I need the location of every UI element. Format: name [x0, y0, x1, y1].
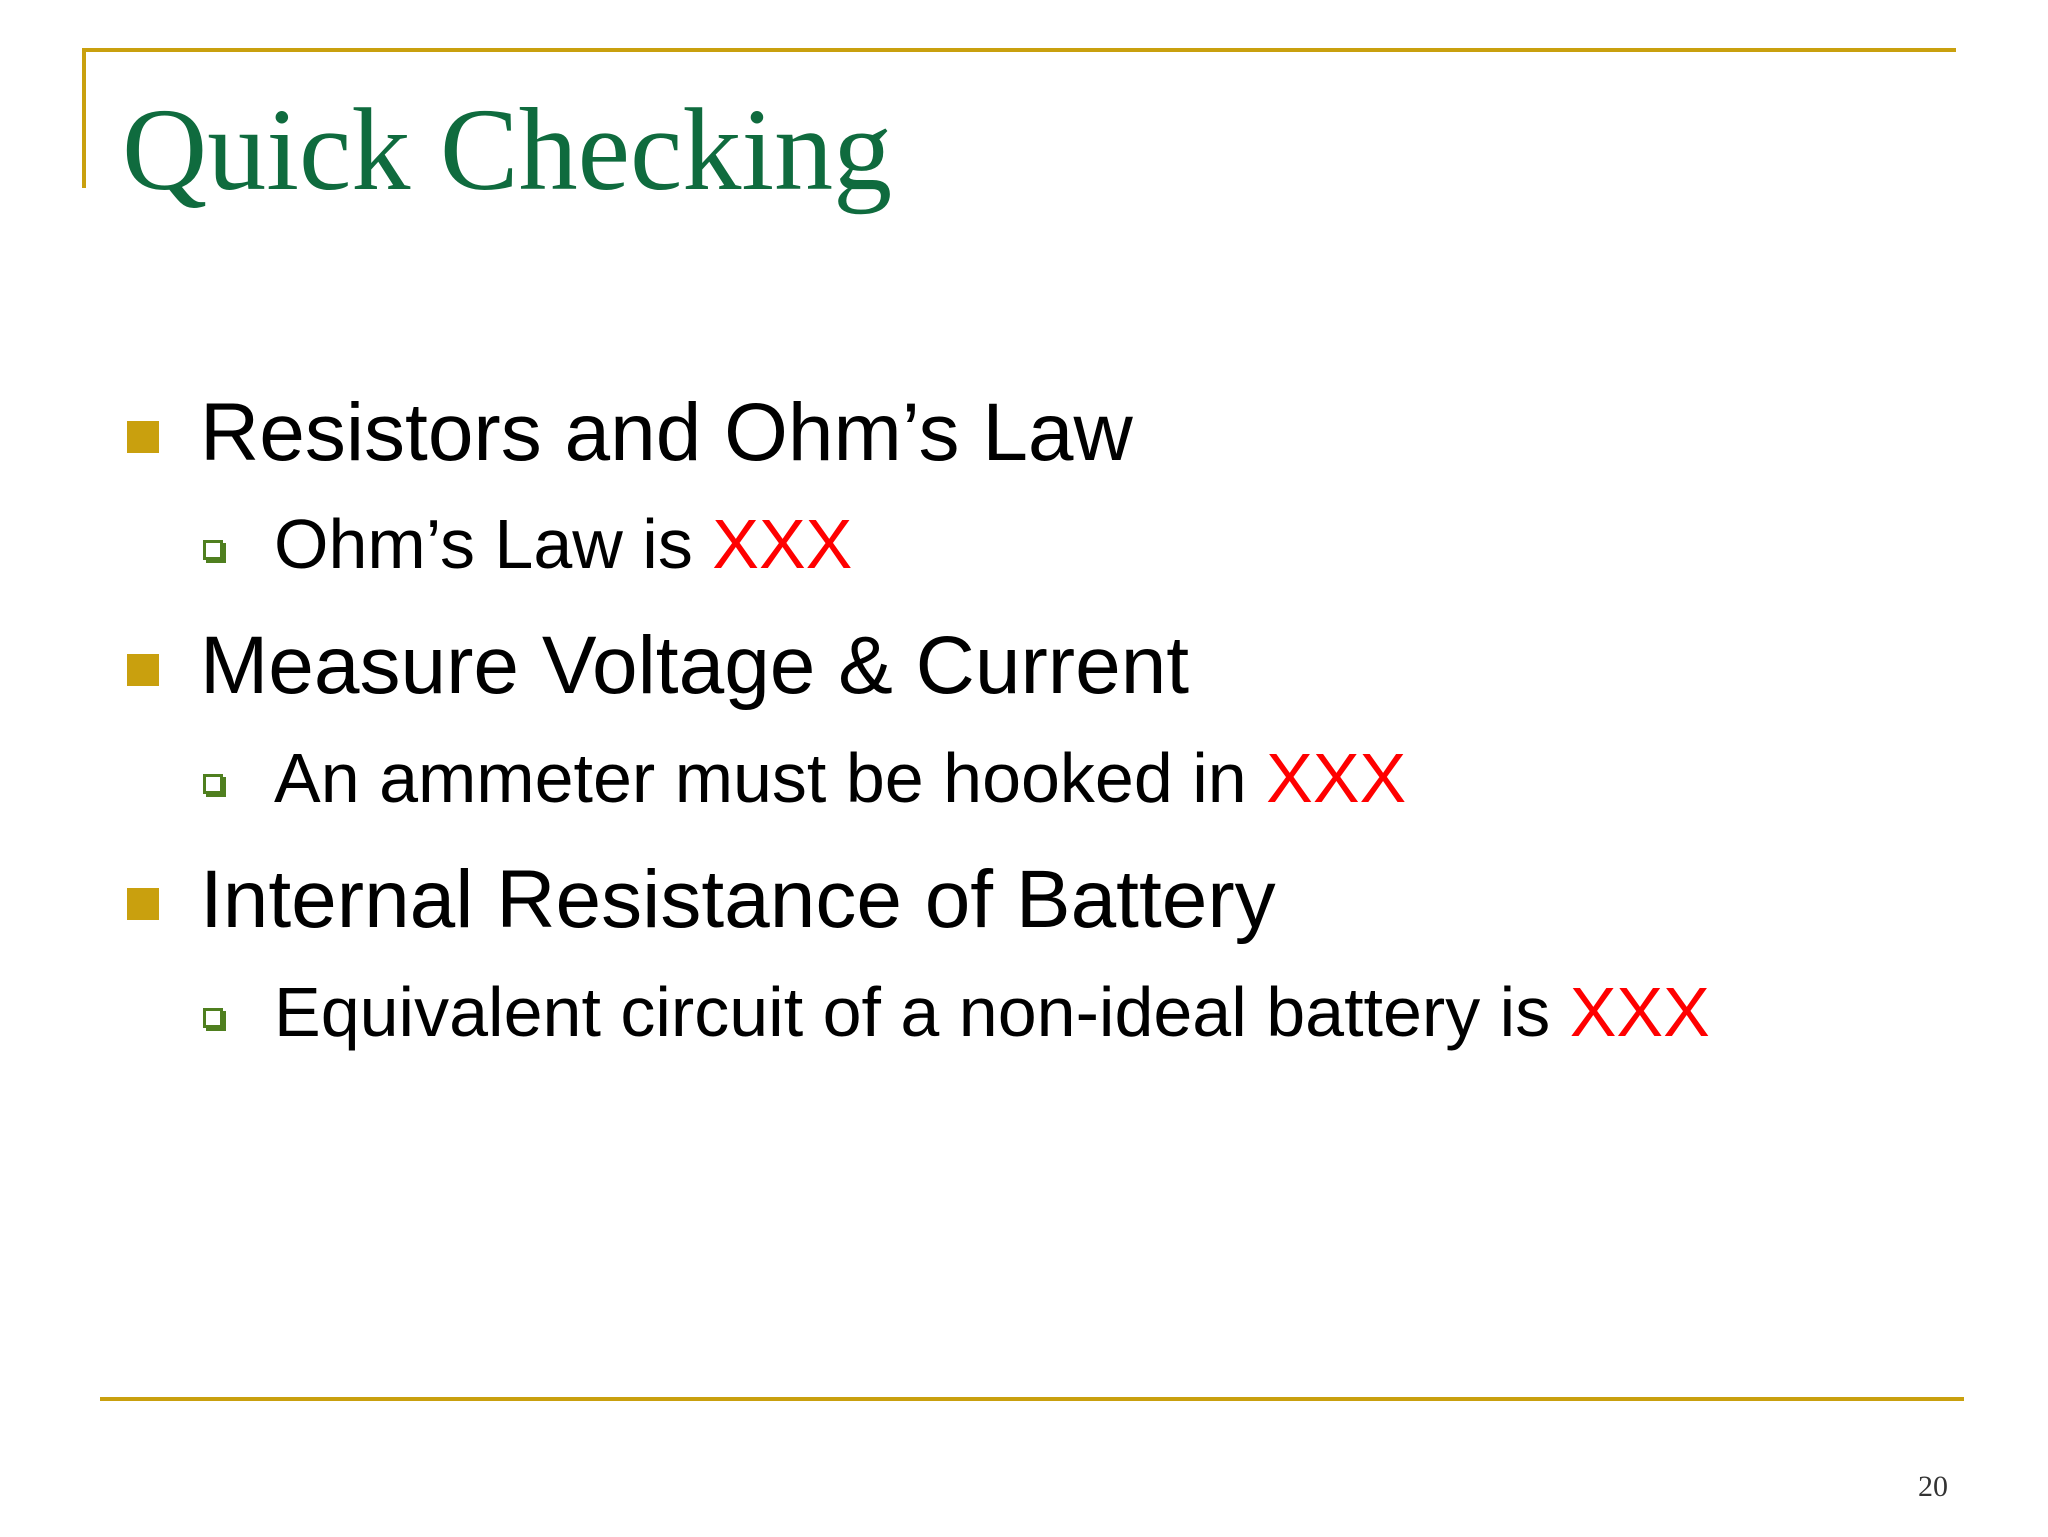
slide-title: Quick Checking	[122, 84, 893, 215]
top-border-line	[82, 48, 1956, 52]
sub-bullet-text: An ammeter must be hooked in	[274, 739, 1267, 817]
answer-placeholder: XXX	[712, 505, 853, 583]
sub-bullet-text: Ohm’s Law is	[274, 505, 713, 583]
square-bullet-icon	[127, 421, 159, 453]
bullet-item: Resistors and Ohm’s Law	[200, 387, 1133, 478]
left-border-line	[82, 48, 86, 188]
sub-bullet-item	[274, 736, 1406, 820]
answer-placeholder: XXX	[1266, 739, 1407, 817]
bullet-item: Internal Resistance of Battery	[200, 854, 1276, 945]
page-number: 20	[1918, 1470, 1948, 1503]
sub-bullet-text: Equivalent circuit of a non-ideal battery is	[274, 973, 1570, 1051]
bottom-border-line	[100, 1397, 1964, 1401]
sub-bullet-item	[274, 502, 852, 586]
checkbox-bullet-icon	[203, 774, 223, 794]
checkbox-bullet-icon	[203, 1008, 223, 1028]
answer-placeholder: XXX	[1569, 973, 1710, 1051]
sub-bullet-item	[274, 970, 1710, 1054]
square-bullet-icon	[127, 888, 159, 920]
square-bullet-icon	[127, 654, 159, 686]
bullet-item: Measure Voltage & Current	[200, 620, 1190, 711]
checkbox-bullet-icon	[203, 540, 223, 560]
